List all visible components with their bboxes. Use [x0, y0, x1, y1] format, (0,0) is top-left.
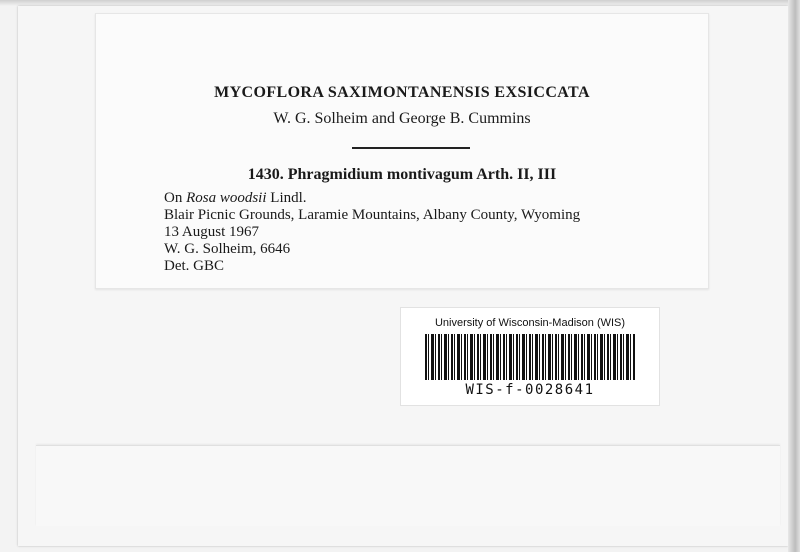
- barcode-bars: [425, 334, 635, 380]
- determiner-line: Det. GBC: [164, 258, 224, 274]
- packet-fold: [36, 445, 780, 526]
- host-authority: Lindl.: [266, 190, 307, 206]
- specimen-label: [95, 13, 709, 289]
- host-prefix: On: [164, 190, 187, 206]
- species-line: [96, 166, 708, 184]
- collection-details: [164, 190, 684, 275]
- date-line: 13 August 1967: [164, 224, 260, 240]
- species-name: Phragmidium montivagum Arth. II, III: [287, 166, 557, 183]
- collector-number-line: W. G. Solheim, 6646: [164, 241, 291, 257]
- host-name: Rosa woodsii: [186, 190, 267, 206]
- series-title: MYCOFLORA SAXIMONTANENSIS EXSICCATA: [214, 84, 590, 101]
- host-line: [164, 190, 684, 207]
- catalog-number: WIS-f-0028641: [465, 382, 595, 398]
- sheet-right-edge: [788, 0, 800, 552]
- locality-line: Blair Picnic Grounds, Laramie Mountains, Albany County, Wyoming: [164, 207, 581, 223]
- exsiccata-number: 1430.: [247, 166, 284, 183]
- barcode-label: [400, 307, 660, 406]
- institution-name: University of Wisconsin-Madison (WIS): [434, 317, 626, 329]
- collectors-line: W. G. Solheim and George B. Cummins: [273, 110, 531, 127]
- divider-rule: [352, 147, 470, 149]
